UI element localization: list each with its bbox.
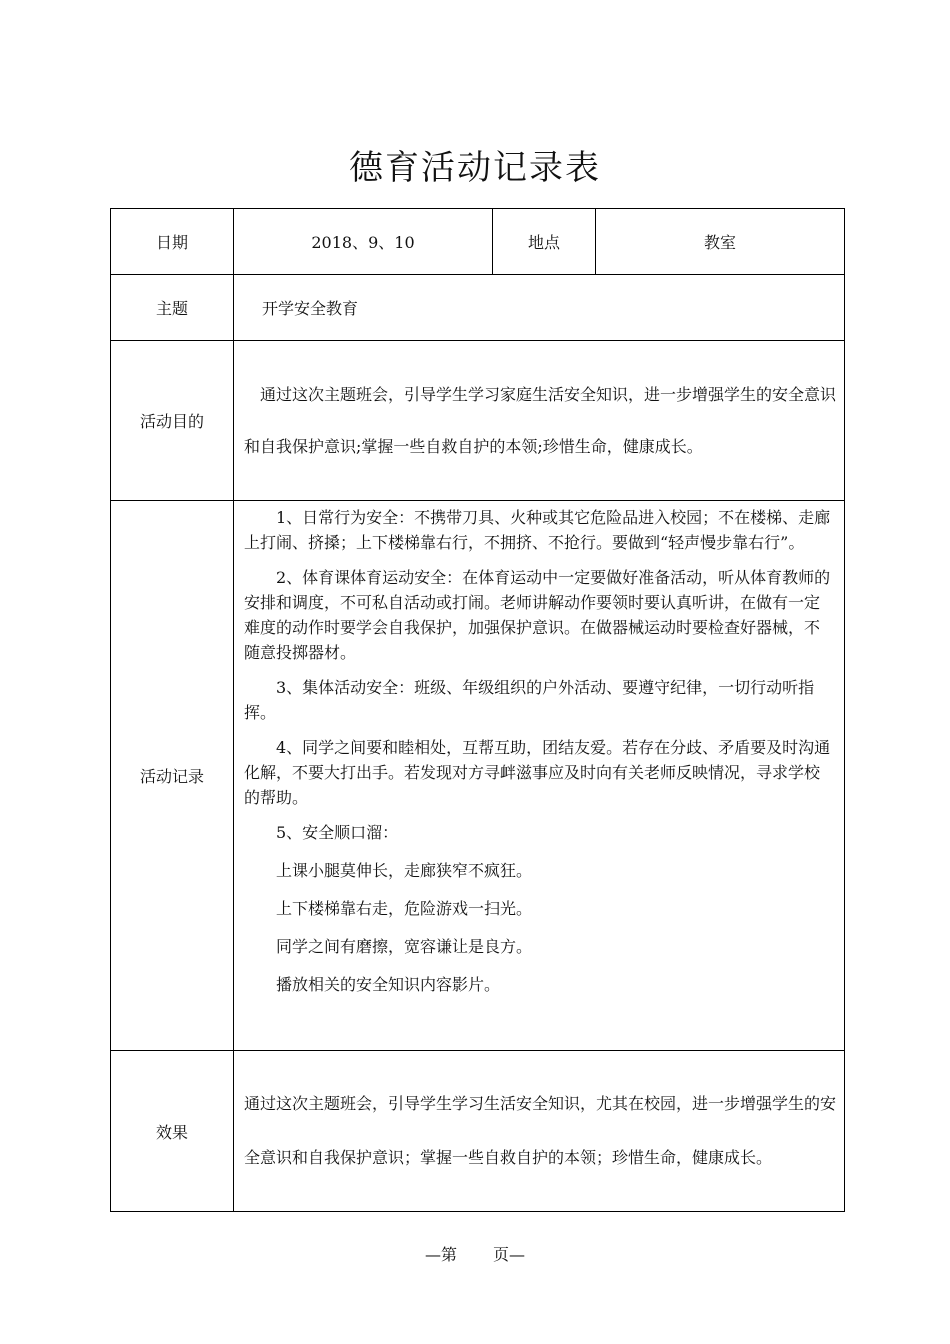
date-label: 日期 [111,209,234,275]
page-title: 德育活动记录表 [349,148,601,188]
place-value: 教室 [596,209,845,275]
record-item-4: 4、同学之间要和睦相处，互帮互助，团结友爱。若存在分歧、矛盾要及时沟通化解，不要大打出手。若发现对方寻衅滋事应及时向有关老师反映情况，寻求学校的帮助。 [244,738,831,807]
effect-row [111,1051,845,1212]
purpose-label: 活动目的 [111,341,234,501]
topic-row [111,275,845,341]
effect-value: 通过这次主题班会，引导学生学习生活安全知识，尤其在校园，进一步增强学生的安全意识和自我保护意识；掌握一些自救自护的本领；珍惜生命，健康成长。 [234,1051,845,1212]
rhyme-line-1: 上课小腿莫伸长，走廊狭窄不疯狂。 [276,861,533,880]
footer-left: —第 [424,1245,457,1264]
footer-right: 页— [493,1245,526,1264]
effect-label: 效果 [111,1051,234,1212]
date-row [111,209,845,275]
place-label: 地点 [493,209,596,275]
record-label: 活动记录 [111,501,234,1051]
topic-value: 开学安全教育 [234,275,845,341]
record-note: 播放相关的安全知识内容影片。 [276,975,501,994]
topic-label: 主题 [111,275,234,341]
record-value [234,501,845,1051]
purpose-value [234,341,845,501]
record-item-3: 3、集体活动安全：班级、年级组织的户外活动、要遵守纪律，一切行动听指挥。 [244,678,815,722]
record-row [111,501,845,1051]
record-item-1: 1、日常行为安全：不携带刀具、火种或其它危险品进入校园；不在楼梯、走廊上打闹、挤搡；上下楼梯靠右行，不拥挤、不抢行。要做到“轻声慢步靠右行”。 [244,508,831,552]
purpose-row [111,341,845,501]
purpose-text: 通过这次主题班会，引导学生学习家庭生活安全知识，进一步增强学生的安全意识和自我保护意识;掌握一些自救自护的本领;珍惜生命，健康成长。 [244,384,837,456]
date-value: 2018、9、10 [234,209,493,275]
record-table [110,208,845,1212]
rhyme-line-2: 上下楼梯靠右走，危险游戏一扫光。 [276,899,533,918]
record-item-2: 2、体育课体育运动安全：在体育运动中一定要做好准备活动，听从体育教师的安排和调度，不可私自活动或打闹。老师讲解动作要领时要认真听讲，在做有一定难度的动作时要学会自我保护，加强保护意识。在做器械运动时要检查好器械，不随意投掷器材。 [244,568,831,662]
rhyme-line-3: 同学之间有磨擦，宽容谦让是良方。 [276,937,533,956]
record-item-5: 5、安全顺口溜： [276,823,399,842]
page-footer [0,1242,950,1265]
